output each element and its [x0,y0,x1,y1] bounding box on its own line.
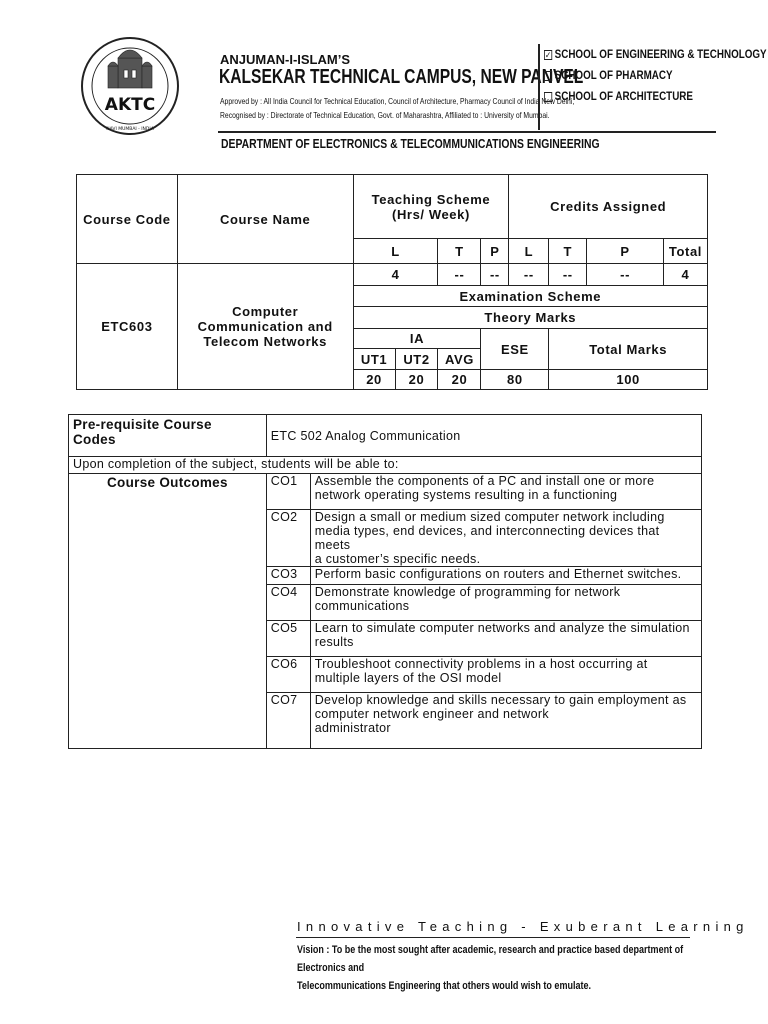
sub-p: P [481,239,509,264]
outcome-code: CO2 [266,510,310,567]
course-name-line-3: Telecom Networks [203,334,327,349]
teaching-scheme-line-1: Teaching Scheme [371,191,491,207]
header-course-name: Course Name [177,175,353,264]
approval-line-1: Approved by : All India Council for Technical Education, Council of Architecture, Pharmacy Council of India New Delhi, [220,96,575,106]
outcome-line: media types, end devices, and interconnecting devices that meets [314,524,660,552]
credit-t-value: -- [549,264,587,286]
credit-p-value: -- [587,264,664,286]
outcome-text [310,585,701,621]
logo-bottom-text: NAVI MUMBAI - INDIA [106,127,154,132]
header-divider [218,131,716,133]
credit-l-value: -- [509,264,549,286]
ese-value: 80 [481,370,549,390]
checked-box-icon: ✓ [544,49,552,60]
teaching-p-value: -- [481,264,509,286]
outcome-code: CO4 [266,585,310,621]
outcome-line: a customer’s specific needs. [314,552,481,566]
prerequisite-label-line-2: Codes [73,432,116,447]
outcome-code: CO1 [266,474,310,510]
school-label: SCHOOL OF ENGINEERING & TECHNOLOGY [554,47,767,61]
avg-value: 20 [438,370,481,390]
footer-divider [296,937,690,938]
total-marks-value: 100 [549,370,708,390]
sub-credit-p: P [587,239,664,264]
outcome-code: CO7 [266,693,310,749]
course-outcomes-label: Course Outcomes [69,474,267,749]
school-pharmacy [544,65,767,86]
outcome-code: CO5 [266,621,310,657]
outcome-line: communications [314,599,410,613]
outcome-line: Demonstrate knowledge of programming for network [314,585,621,599]
outcome-text [310,567,701,585]
institute-logo [80,30,180,142]
outcome-line: administrator [314,721,391,735]
ia-header: IA [353,329,481,349]
ut1-header: UT1 [353,349,395,370]
school-architecture [544,86,767,107]
ut2-header: UT2 [395,349,438,370]
sub-credit-l: L [509,239,549,264]
header-course-code: Course Code [77,175,178,264]
institute-parent-name: ANJUMAN-I-ISLAM’S [220,52,350,67]
approval-text [220,94,574,122]
teaching-t-value: -- [438,264,481,286]
prerequisite-label-line-1: Pre-requisite Course [73,417,212,432]
approval-line-2: Recognised by : Directorate of Technical Education, Govt. of Maharashtra, Affiliated to : University of Mumbai. [220,110,550,120]
vision-statement [297,941,691,995]
sub-t: T [438,239,481,264]
outcome-line: Perform basic configurations on routers and Ethernet switches. [314,567,682,581]
school-label: SCHOOL OF PHARMACY [554,68,673,82]
examination-scheme: Examination Scheme [353,286,707,307]
outcome-text [310,657,701,693]
outcome-line: Design a small or medium sized computer network including [314,510,665,524]
outcome-line: Assemble the components of a PC and install one or more [314,474,655,488]
outcome-line: Develop knowledge and skills necessary to gain employment as [314,693,687,707]
avg-header: AVG [438,349,481,370]
credit-total-value: 4 [663,264,707,286]
outcome-line: Troubleshoot connectivity problems in a host occurring at [314,657,648,671]
school-label: SCHOOL OF ARCHITECTURE [554,89,693,103]
outcome-line: Learn to simulate computer networks and analyze the simulation [314,621,690,635]
outcome-line: network operating systems resulting in a functioning [314,488,618,502]
empty-box-icon [544,71,552,81]
outcomes-intro: Upon completion of the subject, students will be able to: [69,457,702,474]
teaching-scheme-line-2: (Hrs/ Week) [392,206,470,222]
prerequisite-value: ETC 502 Analog Communication [266,415,701,457]
tagline: Innovative Teaching - Exuberant Learning [297,919,749,934]
outcome-line: results [314,635,354,649]
institute-name: KALSEKAR TECHNICAL CAMPUS, NEW PANVEL [219,66,584,88]
outcome-code: CO3 [266,567,310,585]
ut2-value: 20 [395,370,438,390]
total-marks-header: Total Marks [549,329,708,370]
outcome-text [310,474,701,510]
theory-marks: Theory Marks [353,307,707,329]
course-name-line-2: Communication and [197,319,333,334]
course-code: ETC603 [77,264,178,390]
sub-credit-total: Total [663,239,707,264]
ese-header: ESE [481,329,549,370]
vision-line-1: Vision : To be the most sought after academic, research and practice based department of Electronics and [297,944,684,974]
header-credits-assigned: Credits Assigned [509,175,708,239]
school-engineering [544,44,767,65]
course-name-line-1: Computer [232,304,299,319]
empty-box-icon [544,92,552,102]
teaching-l-value: 4 [353,264,438,286]
header-teaching-scheme [353,175,509,239]
course-scheme-table [76,174,708,390]
sub-credit-t: T [549,239,587,264]
sub-l: L [353,239,438,264]
school-list [538,44,768,130]
outcome-line: multiple layers of the OSI model [314,671,502,685]
outcome-line: computer network engineer and network [314,707,549,721]
outcome-text [310,621,701,657]
outcome-text [310,693,701,749]
course-outcomes-table [68,414,702,749]
ut1-value: 20 [353,370,395,390]
outcome-text [310,510,701,567]
department-title: DEPARTMENT OF ELECTRONICS & TELECOMMUNICATIONS ENGINEERING [221,136,600,151]
prerequisite-label [69,415,267,457]
outcome-code: CO6 [266,657,310,693]
vision-line-2: Telecommunications Engineering that others would wish to emulate. [297,980,592,992]
logo-text: AKTC [104,95,156,115]
course-name [177,264,353,390]
